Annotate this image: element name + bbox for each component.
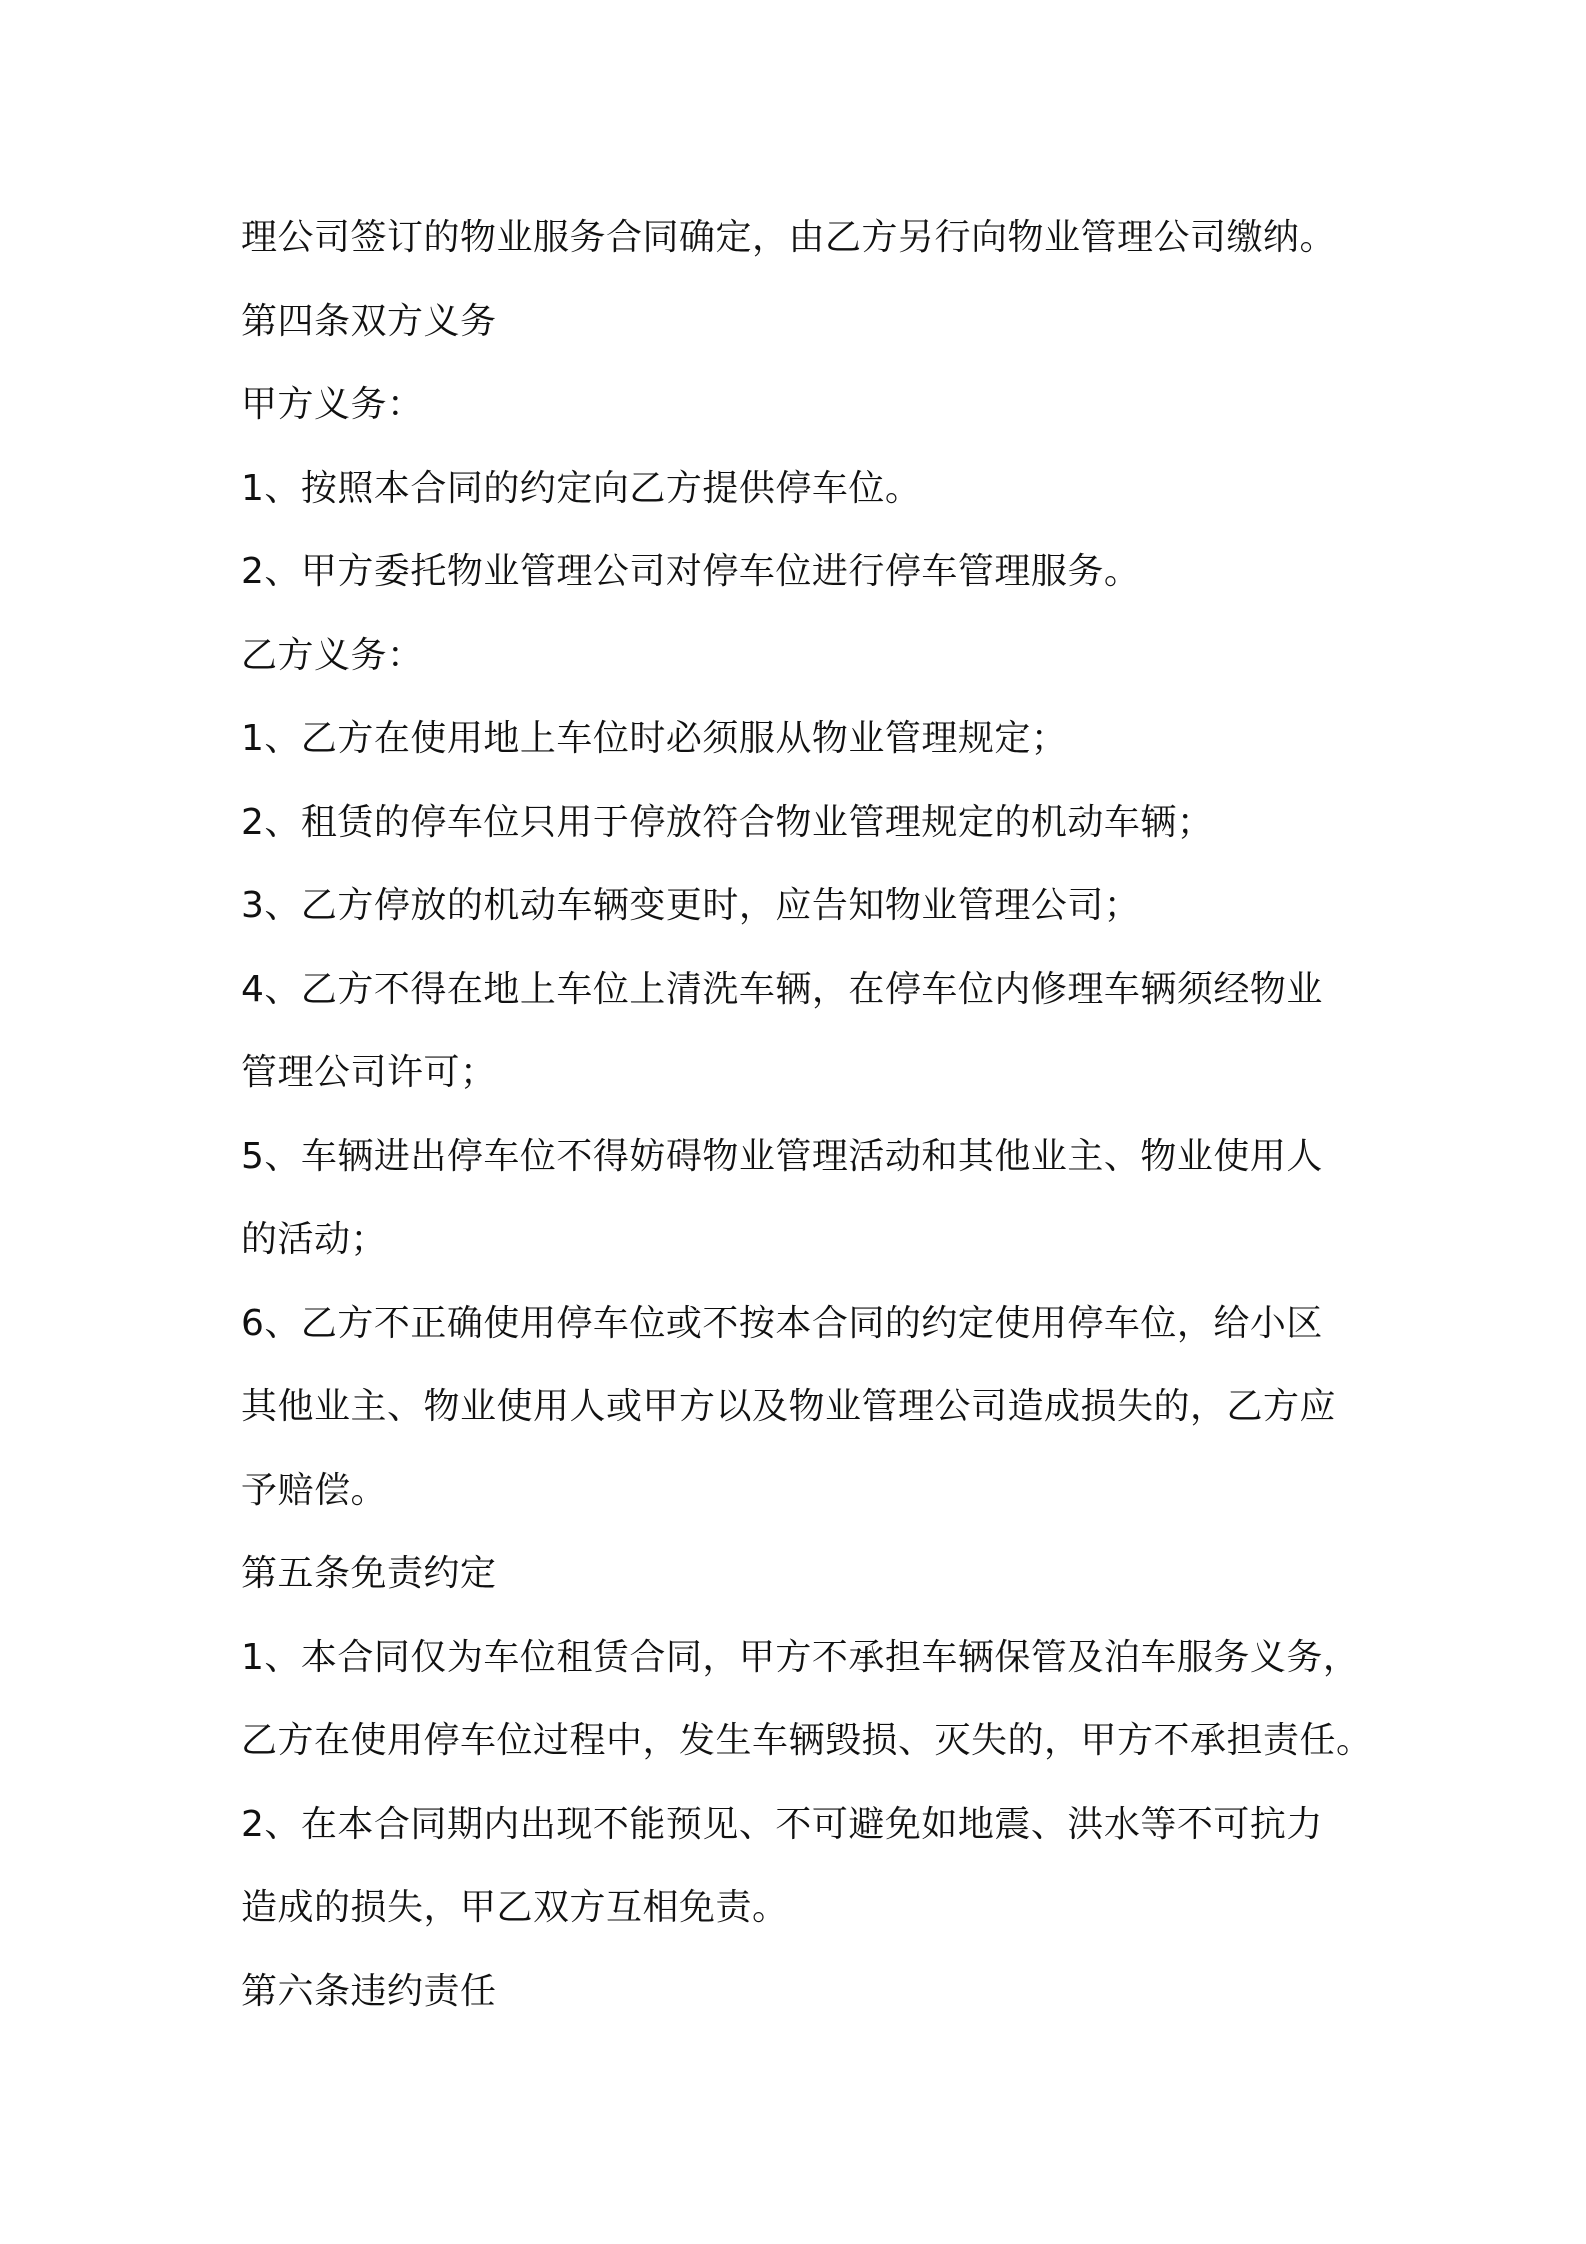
text-line: 予赔偿。 — [241, 1469, 388, 1511]
text-line: 乙方在使用停车位过程中，发生车辆毁损、灭失的，甲方不承担责任。 — [241, 1720, 1373, 1761]
text-line: 其他业主、物业使用人或甲方以及物业管理公司造成损失的，乙方应 — [241, 1386, 1337, 1427]
text-line: 2、在本合同期内出现不能预见、不可避免如地震、洪水等不可抗力 — [241, 1803, 1323, 1845]
text-line: 1、按照本合同的约定向乙方提供停车位。 — [241, 467, 922, 509]
document-body — [241, 196, 1373, 2033]
text-line: 1、本合同仅为车位租赁合同，甲方不承担车辆保管及泊车服务义务， — [241, 1636, 1360, 1678]
section-heading: 第六条违约责任 — [241, 1970, 497, 2012]
section-heading: 第五条免责约定 — [241, 1553, 497, 1594]
text-line: 管理公司许可； — [241, 1052, 497, 1093]
text-line: 4、乙方不得在地上车位上清洗车辆，在停车位内修理车辆须经物业 — [241, 968, 1323, 1010]
text-line: 5、车辆进出停车位不得妨碍物业管理活动和其他业主、物业使用人 — [241, 1135, 1323, 1177]
text-line: 6、乙方不正确使用停车位或不按本合同的约定使用停车位，给小区 — [241, 1302, 1323, 1344]
text-line: 理公司签订的物业服务合同确定，由乙方另行向物业管理公司缴纳。 — [241, 217, 1337, 258]
text-line: 2、租赁的停车位只用于停放符合物业管理规定的机动车辆； — [241, 801, 1214, 843]
text-line: 造成的损失，甲乙双方互相免责。 — [241, 1887, 789, 1928]
text-line: 2、甲方委托物业管理公司对停车位进行停车管理服务。 — [241, 551, 1141, 592]
subheading: 乙方义务： — [241, 634, 424, 676]
text-line: 1、乙方在使用地上车位时必须服从物业管理规定； — [241, 718, 1068, 759]
text-line: 的活动； — [241, 1219, 388, 1260]
subheading: 甲方义务： — [241, 384, 424, 425]
section-heading: 第四条双方义务 — [241, 300, 497, 342]
text-line: 3、乙方停放的机动车辆变更时，应告知物业管理公司； — [241, 885, 1141, 926]
